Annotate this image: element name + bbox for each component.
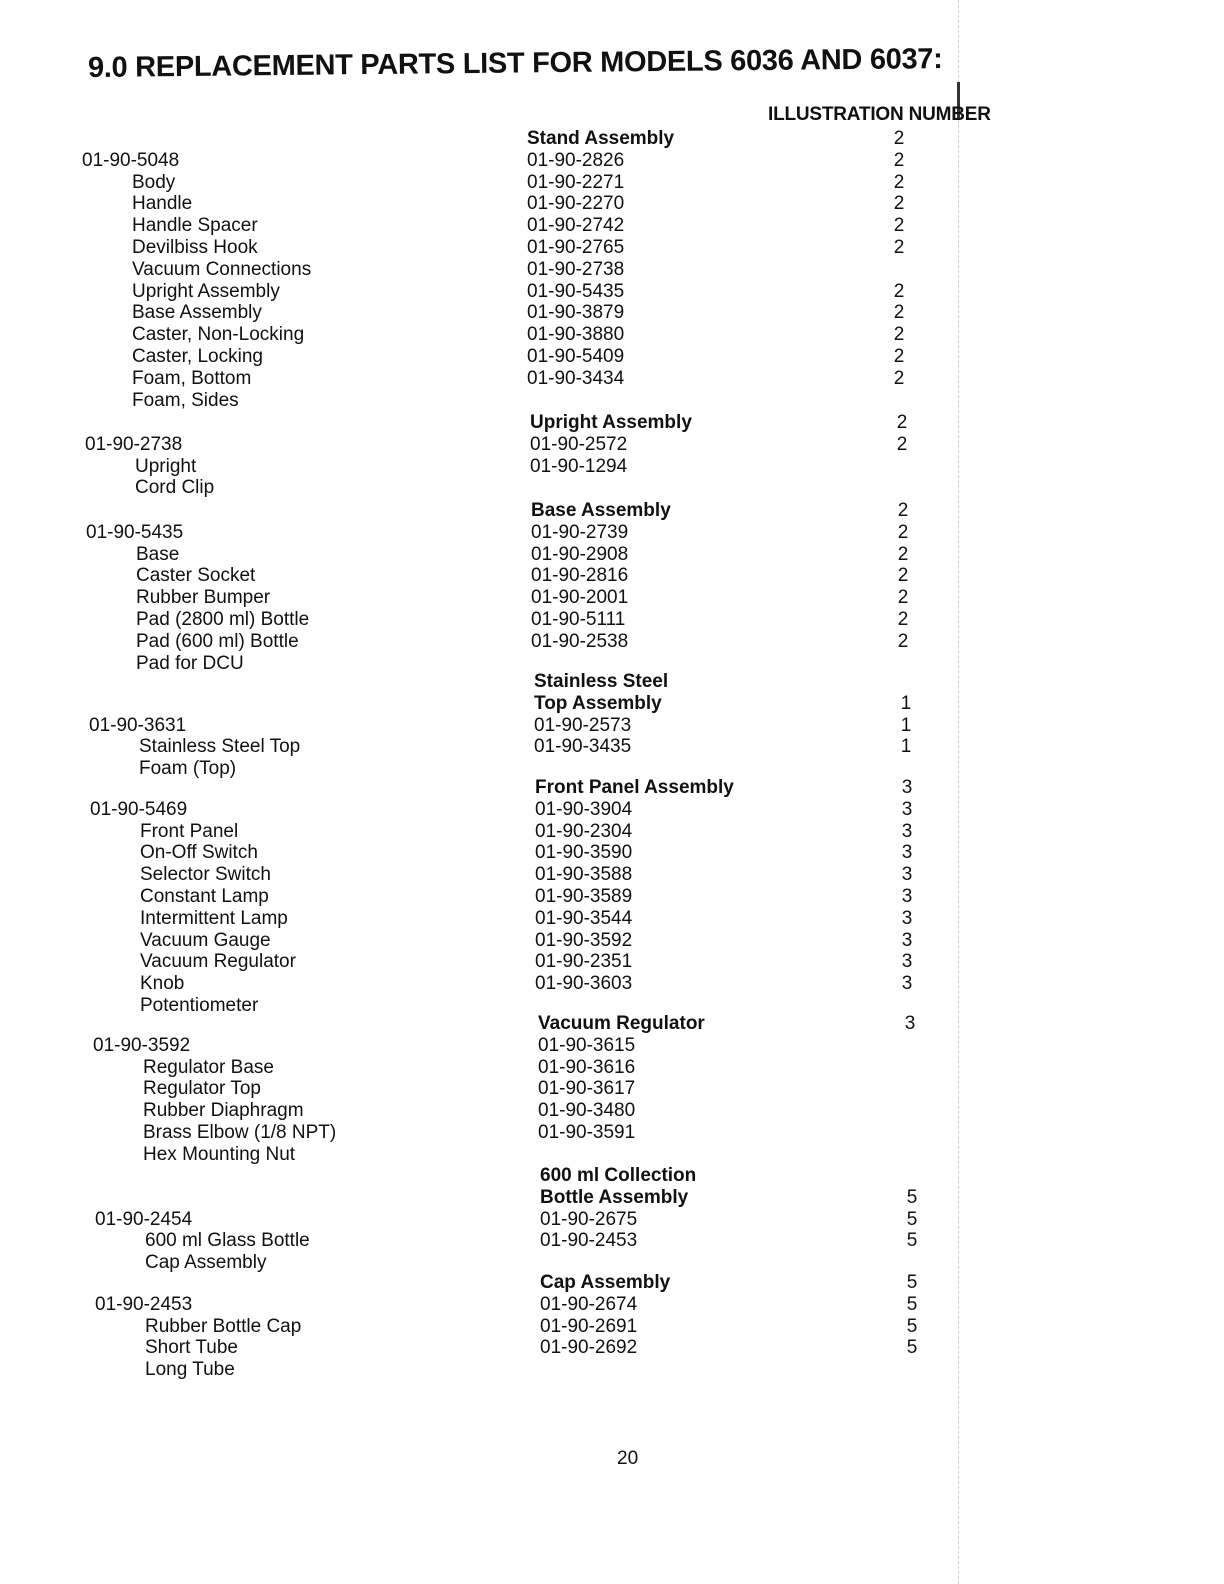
illustration-number: 2 (893, 324, 905, 346)
component-description: Front Panel (140, 820, 239, 842)
component-description: Handle Spacer (132, 215, 258, 237)
illustration-number: 2 (893, 171, 905, 193)
component-description: Knob (140, 973, 185, 995)
illustration-number: 2 (897, 500, 909, 521)
parts-section (85, 412, 985, 499)
component-description: Upright Assembly (132, 280, 280, 302)
table-row (95, 1230, 995, 1252)
part-number: 01-90-2692 (540, 1337, 638, 1359)
component-description: Regulator Top (143, 1078, 261, 1100)
component-description: Vacuum Regulator (140, 951, 296, 973)
assembly-part-number: 01-90-3592 (93, 1034, 191, 1056)
table-row (93, 1144, 993, 1166)
component-description: Potentiometer (140, 994, 259, 1016)
parts-section (89, 671, 989, 780)
assembly-part-number: 01-90-5469 (90, 798, 188, 820)
illustration-number: 5 (906, 1315, 918, 1337)
table-row (93, 1035, 993, 1057)
illustration-number: 2 (897, 587, 909, 609)
part-number: 01-90-3615 (538, 1034, 636, 1056)
illustration-number: 5 (906, 1208, 918, 1230)
assembly-name: Base Assembly (531, 500, 671, 521)
illustration-number: 3 (901, 820, 913, 842)
assembly-name: Vacuum Regulator (538, 1013, 705, 1034)
table-row (90, 973, 990, 995)
part-number: 01-90-2691 (540, 1315, 638, 1337)
part-number: 01-90-2271 (527, 171, 625, 193)
part-number: 01-90-3480 (538, 1100, 636, 1122)
table-row (95, 1272, 995, 1294)
component-description: 600 ml Glass Bottle (145, 1230, 310, 1252)
part-number: 01-90-5111 (531, 608, 626, 630)
table-row (82, 281, 982, 303)
part-number: 01-90-3592 (535, 929, 633, 951)
table-row (95, 1252, 995, 1274)
part-number: 01-90-2674 (540, 1293, 638, 1315)
table-row (90, 777, 990, 799)
table-row (89, 671, 989, 693)
part-number: 01-90-1294 (530, 455, 628, 477)
part-number: 01-90-2001 (531, 587, 629, 609)
illustration-number: 5 (906, 1230, 918, 1252)
part-number: 01-90-2572 (530, 433, 628, 455)
illustration-number: 3 (901, 885, 913, 907)
part-number: 01-90-3603 (535, 973, 633, 995)
assembly-name: Bottle Assembly (540, 1186, 689, 1208)
illustration-number: 5 (906, 1337, 918, 1359)
illustration-number: 2 (893, 280, 905, 302)
table-row (86, 631, 986, 653)
parts-section (86, 500, 986, 674)
parts-section (82, 128, 982, 411)
component-description: Rubber Diaphragm (143, 1100, 304, 1122)
part-number: 01-90-2742 (527, 215, 625, 237)
parts-section (93, 1013, 993, 1166)
illustration-number: 2 (897, 565, 909, 587)
part-number: 01-90-2270 (527, 193, 625, 215)
part-number: 01-90-2573 (534, 714, 632, 736)
table-row (85, 434, 985, 456)
assembly-part-number: 01-90-3631 (89, 714, 187, 736)
part-number: 01-90-2765 (527, 236, 625, 258)
table-row (95, 1165, 995, 1187)
component-description: Body (132, 171, 176, 193)
part-number: 01-90-3589 (535, 885, 633, 907)
parts-section (95, 1272, 995, 1381)
illustration-number: 2 (897, 543, 909, 565)
table-row (95, 1209, 995, 1231)
component-description: Vacuum Gauge (140, 929, 271, 951)
table-row (95, 1187, 995, 1209)
component-description: Foam, Sides (132, 389, 239, 411)
table-row (86, 565, 986, 587)
illustration-number: 3 (901, 798, 913, 820)
table-row (82, 150, 982, 172)
component-description: Hex Mounting Nut (143, 1143, 296, 1165)
table-row (93, 1122, 993, 1144)
assembly-name: 600 ml Collection (540, 1165, 697, 1186)
illustration-number: 3 (904, 1013, 916, 1034)
illustration-number: 2 (896, 433, 908, 455)
part-number: 01-90-2453 (540, 1230, 638, 1252)
parts-section (90, 777, 990, 1017)
illustration-number: 5 (906, 1293, 918, 1315)
component-description: Rubber Bumper (136, 587, 271, 609)
illustration-number: 2 (893, 193, 905, 215)
page-title: 9.0 REPLACEMENT PARTS LIST FOR MODELS 6036 AND 6037: (87, 43, 943, 84)
component-description: Pad for DCU (136, 652, 244, 674)
part-number: 01-90-3880 (527, 324, 625, 346)
table-row (90, 886, 990, 908)
table-row (85, 477, 985, 499)
component-description: Constant Lamp (140, 885, 269, 907)
component-description: Intermittent Lamp (140, 907, 288, 929)
part-number: 01-90-2738 (527, 258, 625, 280)
part-number: 01-90-2739 (531, 521, 629, 543)
part-number: 01-90-2351 (535, 951, 633, 973)
table-row (86, 544, 986, 566)
table-row (82, 390, 982, 412)
illustration-number: 3 (901, 951, 913, 973)
illustration-number: 3 (901, 929, 913, 951)
illustration-number: 2 (893, 215, 905, 237)
part-number: 01-90-3591 (538, 1121, 636, 1143)
part-number: 01-90-2675 (540, 1208, 638, 1230)
table-row (90, 908, 990, 930)
table-row (82, 172, 982, 194)
component-description: Foam, Bottom (132, 367, 252, 389)
component-description: On-Off Switch (140, 842, 258, 864)
illustration-number: 5 (906, 1186, 918, 1208)
table-row (89, 693, 989, 715)
illustration-number: 1 (900, 692, 912, 714)
table-row (95, 1359, 995, 1381)
component-description: Brass Elbow (1/8 NPT) (143, 1121, 337, 1143)
table-row (93, 1057, 993, 1079)
illustration-number-header: ILLUSTRATION NUMBER (768, 104, 991, 125)
component-description: Devilbiss Hook (132, 236, 258, 258)
table-row (82, 302, 982, 324)
component-description: Rubber Bottle Cap (145, 1315, 302, 1337)
component-description: Upright (135, 455, 197, 477)
component-description: Base (136, 543, 180, 565)
table-row (95, 1337, 995, 1359)
table-row (82, 368, 982, 390)
part-number: 01-90-5435 (527, 280, 625, 302)
component-description: Caster, Non-Locking (132, 324, 305, 346)
assembly-part-number: 01-90-2453 (95, 1293, 193, 1315)
table-row (89, 715, 989, 737)
assembly-name: Stainless Steel (534, 671, 669, 692)
table-row (90, 930, 990, 952)
illustration-number: 3 (901, 842, 913, 864)
illustration-number: 3 (901, 777, 913, 798)
part-number: 01-90-3434 (527, 367, 625, 389)
table-row (90, 864, 990, 886)
part-number: 01-90-2538 (531, 630, 629, 652)
part-number: 01-90-3879 (527, 302, 625, 324)
assembly-part-number: 01-90-5048 (82, 149, 180, 171)
component-description: Handle (132, 193, 193, 215)
part-number: 01-90-3617 (538, 1078, 636, 1100)
illustration-number: 2 (897, 521, 909, 543)
table-row (82, 324, 982, 346)
table-row (95, 1294, 995, 1316)
table-row (85, 456, 985, 478)
table-row (82, 193, 982, 215)
assembly-name: Front Panel Assembly (535, 777, 734, 798)
illustration-number: 1 (900, 714, 912, 736)
part-number: 01-90-3590 (535, 842, 633, 864)
table-row (86, 500, 986, 522)
illustration-number: 3 (901, 907, 913, 929)
table-row (82, 128, 982, 150)
part-number: 01-90-3435 (534, 736, 632, 758)
table-row (89, 736, 989, 758)
part-number: 01-90-5409 (527, 345, 625, 367)
part-number: 01-90-3616 (538, 1056, 636, 1078)
component-description: Pad (600 ml) Bottle (136, 630, 299, 652)
part-number: 01-90-3588 (535, 864, 633, 886)
table-row (86, 522, 986, 544)
table-row (82, 346, 982, 368)
assembly-part-number: 01-90-2454 (95, 1208, 193, 1230)
table-row (82, 237, 982, 259)
component-description: Caster Socket (136, 565, 256, 587)
component-description: Selector Switch (140, 864, 271, 886)
illustration-number: 1 (900, 736, 912, 758)
part-number: 01-90-2816 (531, 565, 629, 587)
assembly-name: Stand Assembly (527, 128, 675, 149)
table-row (95, 1316, 995, 1338)
table-row (90, 821, 990, 843)
assembly-part-number: 01-90-5435 (86, 521, 184, 543)
table-row (90, 951, 990, 973)
table-row (93, 1078, 993, 1100)
illustration-number: 2 (893, 128, 905, 149)
component-description: Stainless Steel Top (139, 736, 301, 758)
table-row (90, 799, 990, 821)
part-number: 01-90-2826 (527, 149, 625, 171)
illustration-number: 2 (897, 630, 909, 652)
part-number: 01-90-2908 (531, 543, 629, 565)
component-description: Regulator Base (143, 1056, 274, 1078)
part-number: 01-90-2304 (535, 820, 633, 842)
component-description: Vacuum Connections (132, 258, 312, 280)
component-description: Long Tube (145, 1359, 235, 1381)
assembly-name: Cap Assembly (540, 1272, 671, 1293)
table-row (82, 259, 982, 281)
assembly-part-number: 01-90-2738 (85, 433, 183, 455)
page-number: 20 (617, 1448, 639, 1469)
component-description: Pad (2800 ml) Bottle (136, 608, 310, 630)
assembly-name: Upright Assembly (530, 412, 692, 433)
illustration-number: 2 (893, 236, 905, 258)
table-row (85, 412, 985, 434)
table-row (82, 215, 982, 237)
illustration-number: 2 (893, 302, 905, 324)
illustration-number: 3 (901, 864, 913, 886)
table-row (93, 1100, 993, 1122)
illustration-number: 2 (896, 412, 908, 433)
table-row (93, 1013, 993, 1035)
illustration-number: 5 (906, 1272, 918, 1293)
illustration-number: 2 (893, 367, 905, 389)
part-number: 01-90-3904 (535, 798, 633, 820)
illustration-number: 2 (893, 149, 905, 171)
table-row (90, 842, 990, 864)
component-description: Base Assembly (132, 302, 262, 324)
component-description: Foam (Top) (139, 758, 237, 780)
table-row (86, 587, 986, 609)
component-description: Caster, Locking (132, 345, 263, 367)
parts-section (95, 1165, 995, 1274)
component-description: Short Tube (145, 1337, 238, 1359)
illustration-number: 2 (893, 345, 905, 367)
table-row (86, 609, 986, 631)
component-description: Cord Clip (135, 477, 215, 499)
part-number: 01-90-3544 (535, 907, 633, 929)
illustration-number: 2 (897, 608, 909, 630)
assembly-name: Top Assembly (534, 692, 662, 714)
component-description: Cap Assembly (145, 1252, 267, 1274)
illustration-number: 3 (901, 973, 913, 995)
